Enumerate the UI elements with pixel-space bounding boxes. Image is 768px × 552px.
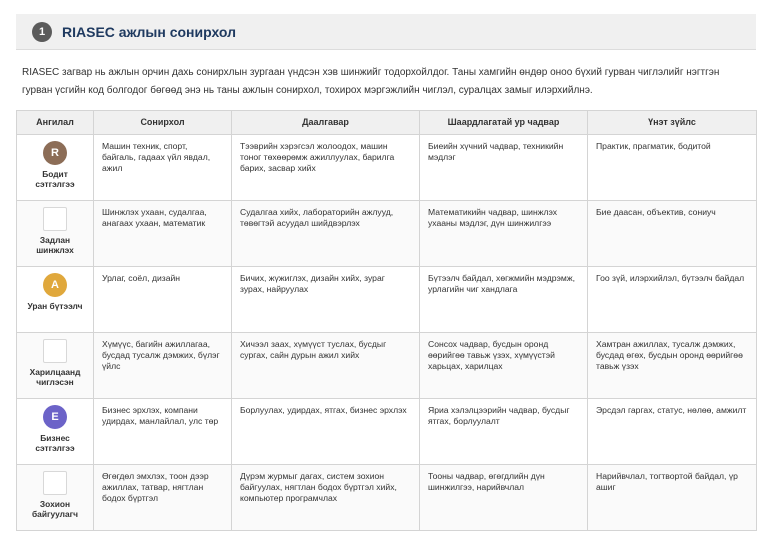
image-placeholder-icon xyxy=(43,471,67,495)
skills-cell: Яриа хэлэлцээрийн чадвар, бусдыг ятгах, борлуулалт xyxy=(420,399,588,465)
column-header-tasks: Даалгавар xyxy=(232,111,420,135)
letter-badge-icon: R xyxy=(43,141,67,165)
interest-cell: Бизнес эрхлэх, компани удирдах, манлайлал, улс төр xyxy=(94,399,232,465)
category-name: Задлан шинжлэх xyxy=(36,235,74,255)
category-cell xyxy=(17,399,94,465)
tasks-cell: Судалгаа хийх, лабораторийн ажлууд, төвөгтэй асуудал шийдвэрлэх xyxy=(232,201,420,267)
table-row xyxy=(17,399,757,465)
category-cell xyxy=(17,135,94,201)
image-placeholder-icon xyxy=(43,207,67,231)
category-name: Уран бүтээлч xyxy=(27,301,83,311)
column-header-category: Ангилал xyxy=(17,111,94,135)
tasks-cell: Хичээл заах, хүмүүст туслах, бусдыг сургах, сайн дурын ажил хийх xyxy=(232,333,420,399)
values-cell: Нарийвчлал, тогтвортой байдал, үр ашиг xyxy=(588,465,757,531)
category-cell xyxy=(17,333,94,399)
category-name: Харилцаанд чиглэсэн xyxy=(29,367,81,387)
interest-cell: Өгөгдөл эмхлэх, тоон дээр ажиллах, татвар, нягтлан бодох бүртгэл xyxy=(94,465,232,531)
category-name: Бизнес сэтгэлгээ xyxy=(35,433,75,453)
intro-paragraph: RIASEC загвар нь ажлын орчин дахь сонирхлын зургаан үндсэн хэв шинжийг тодорхойлдог. Таны хамгийн өндөр оноо бүхий гурван чиглэлийг нэгтгэн гурван үсгийн код болгодог бөгөөд энэ нь таны ажлын сонирхол, тохирох мэргэжлийн чиглэл, суралцах замыг илэрхийлнэ. xyxy=(22,67,720,96)
tasks-cell: Дүрэм журмыг дагах, систем зохион байгуулах, нягтлан бодох бүртгэл хийх, компьютер програмчлах xyxy=(232,465,420,531)
interest-cell: Хүмүүс, багийн ажиллагаа, бусдад тусалж дэмжих, бүлэг үйлс xyxy=(94,333,232,399)
category-cell xyxy=(17,465,94,531)
table-row xyxy=(17,465,757,531)
category-cell xyxy=(17,201,94,267)
table-row xyxy=(17,333,757,399)
column-header-interest: Сонирхол xyxy=(94,111,232,135)
column-header-skills: Шаардлагатай ур чадвар xyxy=(420,111,588,135)
values-cell: Бие даасан, объектив, сониуч xyxy=(588,201,757,267)
values-cell: Эрсдэл гаргах, статус, нөлөө, амжилт xyxy=(588,399,757,465)
section-title: RIASEC ажлын сонирхол xyxy=(62,23,236,40)
skills-cell: Тооны чадвар, өгөгдлийн дүн шинжилгээ, нарийвчлал xyxy=(420,465,588,531)
tasks-cell: Борлуулах, удирдах, ятгах, бизнес эрхлэх xyxy=(232,399,420,465)
table-row xyxy=(17,201,757,267)
category-cell xyxy=(17,267,94,333)
category-name: Бодит сэтгэлгээ xyxy=(35,169,75,189)
tasks-cell: Бичих, жүжиглэх, дизайн хийх, зураг зурах, найруулах xyxy=(232,267,420,333)
skills-cell: Бүтээлч байдал, хөгжмийн мэдрэмж, урлагийн чиг хандлага xyxy=(420,267,588,333)
interest-cell: Шинжлэх ухаан, судалгаа, анагаах ухаан, математик xyxy=(94,201,232,267)
column-header-values: Үнэт зүйлс xyxy=(588,111,757,135)
values-cell: Хамтран ажиллах, тусалж дэмжих, бусдад өгөх, бусдын оронд өөрийгөө тавьж үзэх xyxy=(588,333,757,399)
letter-badge-icon: E xyxy=(43,405,67,429)
skills-cell: Математикийн чадвар, шинжлэх ухааны мэдлэг, дүн шинжилгээ xyxy=(420,201,588,267)
image-placeholder-icon xyxy=(43,339,67,363)
section-header xyxy=(16,14,756,50)
letter-badge-icon: A xyxy=(43,273,67,297)
table-row xyxy=(17,135,757,201)
riasec-table xyxy=(16,110,757,531)
values-cell: Практик, прагматик, бодитой xyxy=(588,135,757,201)
tasks-cell: Тээврийн хэрэгсэл жолоодох, машин тоног төхөөрөмж ажиллуулах, барилга барих, засвар хийх xyxy=(232,135,420,201)
values-cell: Гоо зүй, илэрхийлэл, бүтээлч байдал xyxy=(588,267,757,333)
skills-cell: Биеийн хүчний чадвар, техникийн мэдлэг xyxy=(420,135,588,201)
interest-cell: Урлаг, соёл, дизайн xyxy=(94,267,232,333)
table-row xyxy=(17,267,757,333)
table-header-row xyxy=(17,111,757,135)
category-name: Зохион байгуулагч xyxy=(31,499,78,519)
interest-cell: Машин техник, спорт, байгаль, гадаах үйл явдал, ажил xyxy=(94,135,232,201)
step-number-badge: 1 xyxy=(32,22,52,42)
skills-cell: Сонсох чадвар, бусдын оронд өөрийгөө тавьж үзэх, хүмүүстэй харьцах, харилцах xyxy=(420,333,588,399)
